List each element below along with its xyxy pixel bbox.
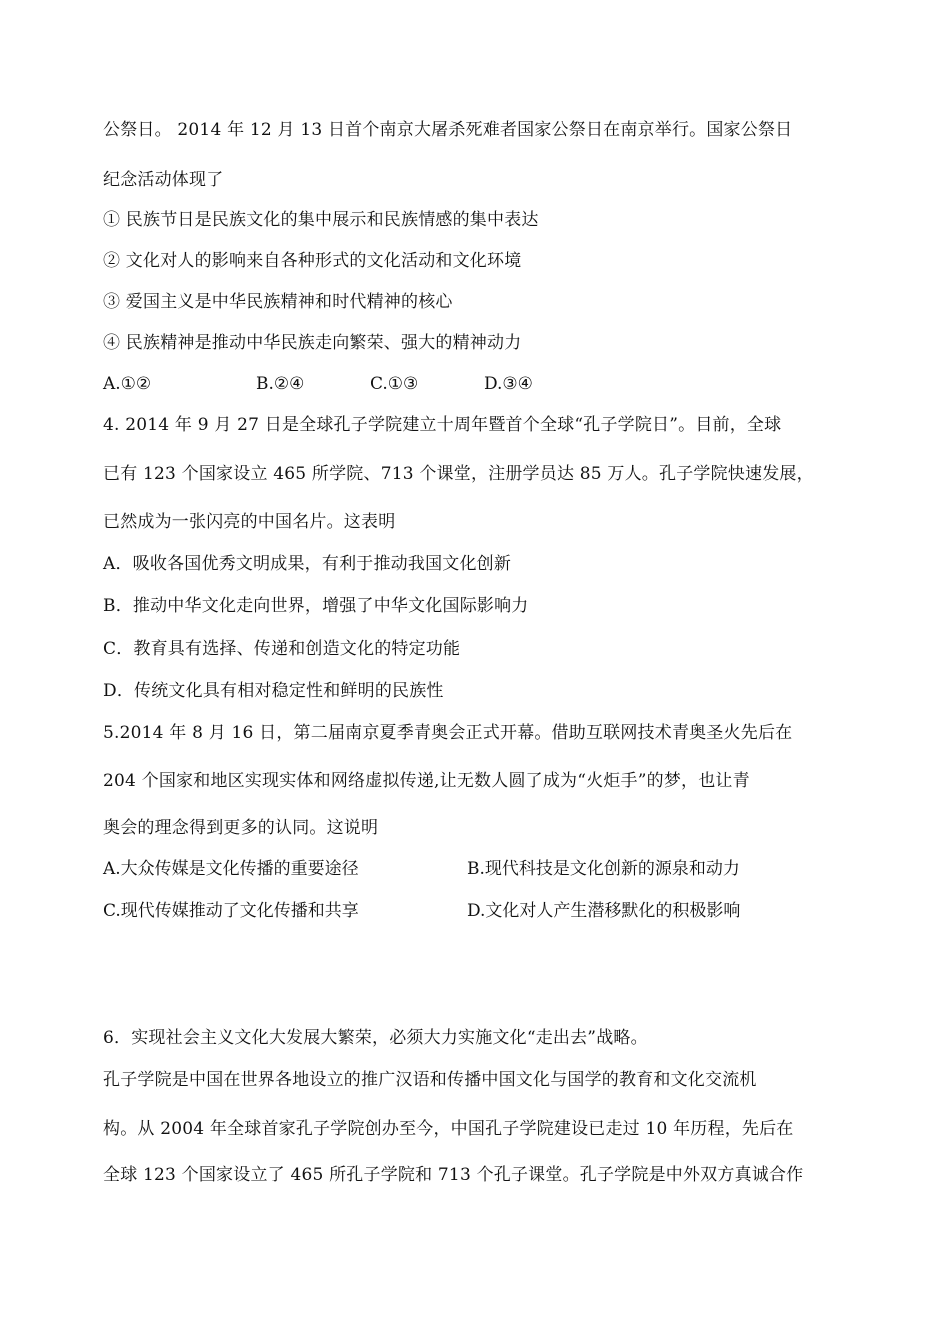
q6-stem-line-4: 全球 123 个国家设立了 465 所孔子学院和 713 个孔子课堂。孔子学院是中外双方真诚合作 — [103, 1165, 804, 1185]
q5-option-a: A.大众传媒是文化传播的重要途径 — [103, 859, 359, 879]
q4-option-a: A．吸收各国优秀文明成果，有利于推动我国文化创新 — [103, 554, 512, 574]
q3-statement-3: ③ 爱国主义是中华民族精神和时代精神的核心 — [103, 292, 453, 312]
q4-stem-line-1: 4. 2014 年 9 月 27 日是全球孔子学院建立十周年暨首个全球“孔子学院日”。目前，全球 — [103, 415, 782, 435]
q5-option-d: D.文化对人产生潜移默化的积极影响 — [467, 901, 741, 921]
q3-stem-line-1: 公祭日。 2014 年 12 月 13 日首个南京大屠杀死难者国家公祭日在南京举行。国家公祭日 — [103, 120, 793, 140]
q6-stem-line-1: 6．实现社会主义文化大发展大繁荣，必须大力实施文化“走出去”战略。 — [103, 1028, 648, 1048]
q4-option-d: D．传统文化具有相对稳定性和鲜明的民族性 — [103, 681, 444, 701]
q5-stem-line-1: 5.2014 年 8 月 16 日，第二届南京夏季青奥会正式开幕。借助互联网技术青奥圣火先后在 — [103, 723, 793, 743]
q6-stem-line-3: 构。从 2004 年全球首家孔子学院创办至今，中国孔子学院建设已走过 10 年历程，先后在 — [103, 1119, 794, 1139]
q4-option-b: B．推动中华文化走向世界，增强了中华文化国际影响力 — [103, 596, 529, 616]
q3-stem-line-2: 纪念活动体现了 — [103, 170, 224, 190]
q5-option-c: C.现代传媒推动了文化传播和共享 — [103, 901, 359, 921]
q4-stem-line-2: 已有 123 个国家设立 465 所学院、713 个课堂，注册学员达 85 万人。孔子学院快速发展， — [103, 464, 814, 484]
q3-statement-4: ④ 民族精神是推动中华民族走向繁荣、强大的精神动力 — [103, 333, 522, 353]
q3-statement-1: ① 民族节日是民族文化的集中展示和民族情感的集中表达 — [103, 210, 539, 230]
q4-stem-line-3: 已然成为一张闪亮的中国名片。这表明 — [103, 512, 396, 532]
q5-stem-line-3: 奥会的理念得到更多的认同。这说明 — [103, 818, 379, 838]
q4-option-c: C．教育具有选择、传递和创造文化的特定功能 — [103, 639, 461, 659]
q3-option-c: C.①③ — [370, 374, 419, 394]
q5-option-b: B.现代科技是文化创新的源泉和动力 — [467, 859, 740, 879]
q3-option-b: B.②④ — [256, 374, 305, 394]
q6-stem-line-2: 孔子学院是中国在世界各地设立的推广汉语和传播中国文化与国学的教育和文化交流机 — [103, 1070, 757, 1090]
q5-stem-line-2: 204 个国家和地区实现实体和网络虚拟传递,让无数人圆了成为“火炬手”的梦，也让青 — [103, 771, 750, 791]
q3-statement-2: ② 文化对人的影响来自各种形式的文化活动和文化环境 — [103, 251, 522, 271]
q3-option-d: D.③④ — [484, 374, 533, 394]
q3-option-a: A.①② — [103, 374, 152, 394]
